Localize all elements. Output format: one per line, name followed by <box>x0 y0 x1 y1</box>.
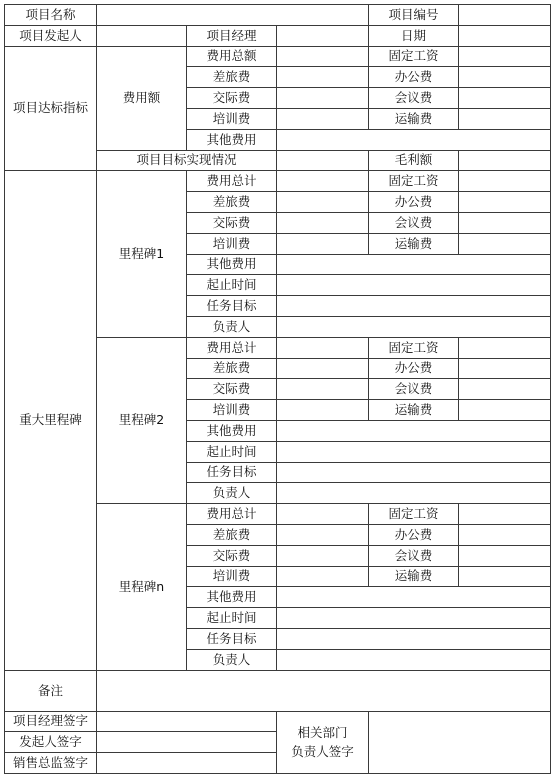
gross-margin-value[interactable] <box>459 150 551 171</box>
ms-social-value[interactable] <box>277 545 369 566</box>
ms-period-value[interactable] <box>277 441 551 462</box>
ms-period-value[interactable] <box>277 608 551 629</box>
ms-transport-value[interactable] <box>459 400 551 421</box>
dept-signature-line2: 负责人签字 <box>291 744 354 760</box>
row-project-name <box>5 5 551 26</box>
dept-signature-value[interactable] <box>369 711 551 773</box>
ms-task-label: 任务目标 <box>187 628 277 649</box>
ms-owner-label: 负责人 <box>187 316 277 337</box>
sales-director-signature-label: 销售总监签字 <box>5 753 97 774</box>
project-manager-value[interactable] <box>277 25 369 46</box>
ms-transport-label: 运输费 <box>369 400 459 421</box>
fixed-salary-label: 固定工资 <box>369 46 459 67</box>
ms-period-label: 起止时间 <box>187 441 277 462</box>
ms-meeting-label: 会议费 <box>369 212 459 233</box>
travel-label: 差旅费 <box>187 67 277 88</box>
ms-fixed-salary-value[interactable] <box>459 504 551 525</box>
ms-owner-value[interactable] <box>277 483 551 504</box>
ms-task-value[interactable] <box>277 462 551 483</box>
ms-other-label: 其他费用 <box>187 420 277 441</box>
indicators-section-label: 项目达标指标 <box>5 46 97 171</box>
goal-status-value[interactable] <box>277 150 369 171</box>
ms-other-label: 其他费用 <box>187 587 277 608</box>
row-ms-total <box>5 171 551 192</box>
ms-social-value[interactable] <box>277 379 369 400</box>
other-label: 其他费用 <box>187 129 277 150</box>
ms-office-value[interactable] <box>459 192 551 213</box>
transport-label: 运输费 <box>369 108 459 129</box>
initiator-signature-label: 发起人签字 <box>5 732 97 753</box>
ms-other-value[interactable] <box>277 420 551 441</box>
ms-other-label: 其他费用 <box>187 254 277 275</box>
ms-training-value[interactable] <box>277 566 369 587</box>
travel-value[interactable] <box>277 67 369 88</box>
ms-total-value[interactable] <box>277 171 369 192</box>
ms-fixed-salary-value[interactable] <box>459 171 551 192</box>
ms-social-value[interactable] <box>277 212 369 233</box>
total-expense-value[interactable] <box>277 46 369 67</box>
milestone-3-label: 里程碑n <box>97 504 187 670</box>
goal-status-label: 项目目标实现情况 <box>97 150 277 171</box>
training-label: 培训费 <box>187 108 277 129</box>
ms-owner-label: 负责人 <box>187 649 277 670</box>
meeting-label: 会议费 <box>369 88 459 109</box>
ms-office-value[interactable] <box>459 524 551 545</box>
project-number-label: 项目编号 <box>369 5 459 26</box>
ms-social-label: 交际费 <box>187 212 277 233</box>
ms-social-label: 交际费 <box>187 545 277 566</box>
sales-director-signature-value[interactable] <box>97 753 277 774</box>
ms-travel-label: 差旅费 <box>187 192 277 213</box>
ms-total-label: 费用总计 <box>187 171 277 192</box>
ms-task-label: 任务目标 <box>187 462 277 483</box>
date-value[interactable] <box>459 25 551 46</box>
row-remarks <box>5 670 551 711</box>
ms-total-value[interactable] <box>277 337 369 358</box>
project-initiator-value[interactable] <box>97 25 187 46</box>
ms-office-label: 办公费 <box>369 358 459 379</box>
office-value[interactable] <box>459 67 551 88</box>
total-expense-label: 费用总额 <box>187 46 277 67</box>
ms-training-label: 培训费 <box>187 566 277 587</box>
remarks-value[interactable] <box>97 670 551 711</box>
ms-fixed-salary-label: 固定工资 <box>369 337 459 358</box>
ms-office-value[interactable] <box>459 358 551 379</box>
project-name-label: 项目名称 <box>5 5 97 26</box>
gross-margin-label: 毛利额 <box>369 150 459 171</box>
project-initiator-label: 项目发起人 <box>5 25 97 46</box>
milestone-1-label: 里程碑1 <box>97 171 187 337</box>
ms-transport-label: 运输费 <box>369 233 459 254</box>
row-project-initiator <box>5 25 551 46</box>
ms-travel-label: 差旅费 <box>187 358 277 379</box>
fixed-salary-value[interactable] <box>459 46 551 67</box>
ms-office-label: 办公费 <box>369 524 459 545</box>
ms-training-value[interactable] <box>277 400 369 421</box>
project-name-value[interactable] <box>97 5 369 26</box>
initiator-signature-value[interactable] <box>97 732 277 753</box>
ms-travel-value[interactable] <box>277 358 369 379</box>
ms-total-label: 费用总计 <box>187 504 277 525</box>
ms-transport-value[interactable] <box>459 233 551 254</box>
ms-owner-value[interactable] <box>277 649 551 670</box>
dept-signature-label <box>277 711 369 773</box>
ms-task-value[interactable] <box>277 296 551 317</box>
transport-value[interactable] <box>459 108 551 129</box>
ms-other-value[interactable] <box>277 587 551 608</box>
ms-task-label: 任务目标 <box>187 296 277 317</box>
ms-other-value[interactable] <box>277 254 551 275</box>
meeting-value[interactable] <box>459 88 551 109</box>
ms-meeting-label: 会议费 <box>369 379 459 400</box>
dept-signature-line1: 相关部门 <box>297 725 348 741</box>
ms-owner-label: 负责人 <box>187 483 277 504</box>
social-value[interactable] <box>277 88 369 109</box>
ms-training-label: 培训费 <box>187 400 277 421</box>
ms-period-label: 起止时间 <box>187 608 277 629</box>
ms-training-label: 培训费 <box>187 233 277 254</box>
office-label: 办公费 <box>369 67 459 88</box>
ms-fixed-salary-value[interactable] <box>459 337 551 358</box>
project-form-table <box>4 4 551 774</box>
pm-signature-label: 项目经理签字 <box>5 711 97 732</box>
remarks-label: 备注 <box>5 670 97 711</box>
pm-signature-value[interactable] <box>97 711 277 732</box>
project-number-value[interactable] <box>459 5 551 26</box>
ms-total-label: 费用总计 <box>187 337 277 358</box>
ms-travel-value[interactable] <box>277 192 369 213</box>
ms-travel-value[interactable] <box>277 524 369 545</box>
ms-fixed-salary-label: 固定工资 <box>369 171 459 192</box>
project-manager-label: 项目经理 <box>187 25 277 46</box>
ms-social-label: 交际费 <box>187 379 277 400</box>
row-sign-pm <box>5 711 551 732</box>
ms-total-value[interactable] <box>277 504 369 525</box>
milestones-section-label: 重大里程碑 <box>5 171 97 670</box>
ms-task-value[interactable] <box>277 628 551 649</box>
ms-travel-label: 差旅费 <box>187 524 277 545</box>
social-label: 交际费 <box>187 88 277 109</box>
ms-meeting-value[interactable] <box>459 545 551 566</box>
ms-office-label: 办公费 <box>369 192 459 213</box>
ms-owner-value[interactable] <box>277 316 551 337</box>
ms-fixed-salary-label: 固定工资 <box>369 504 459 525</box>
training-value[interactable] <box>277 108 369 129</box>
row-indicator-total <box>5 46 551 67</box>
ms-transport-value[interactable] <box>459 566 551 587</box>
date-label: 日期 <box>369 25 459 46</box>
ms-meeting-value[interactable] <box>459 379 551 400</box>
expense-label: 费用额 <box>97 46 187 150</box>
ms-training-value[interactable] <box>277 233 369 254</box>
ms-period-value[interactable] <box>277 275 551 296</box>
ms-transport-label: 运输费 <box>369 566 459 587</box>
ms-period-label: 起止时间 <box>187 275 277 296</box>
other-value[interactable] <box>277 129 551 150</box>
milestone-2-label: 里程碑2 <box>97 337 187 503</box>
ms-meeting-label: 会议费 <box>369 545 459 566</box>
ms-meeting-value[interactable] <box>459 212 551 233</box>
